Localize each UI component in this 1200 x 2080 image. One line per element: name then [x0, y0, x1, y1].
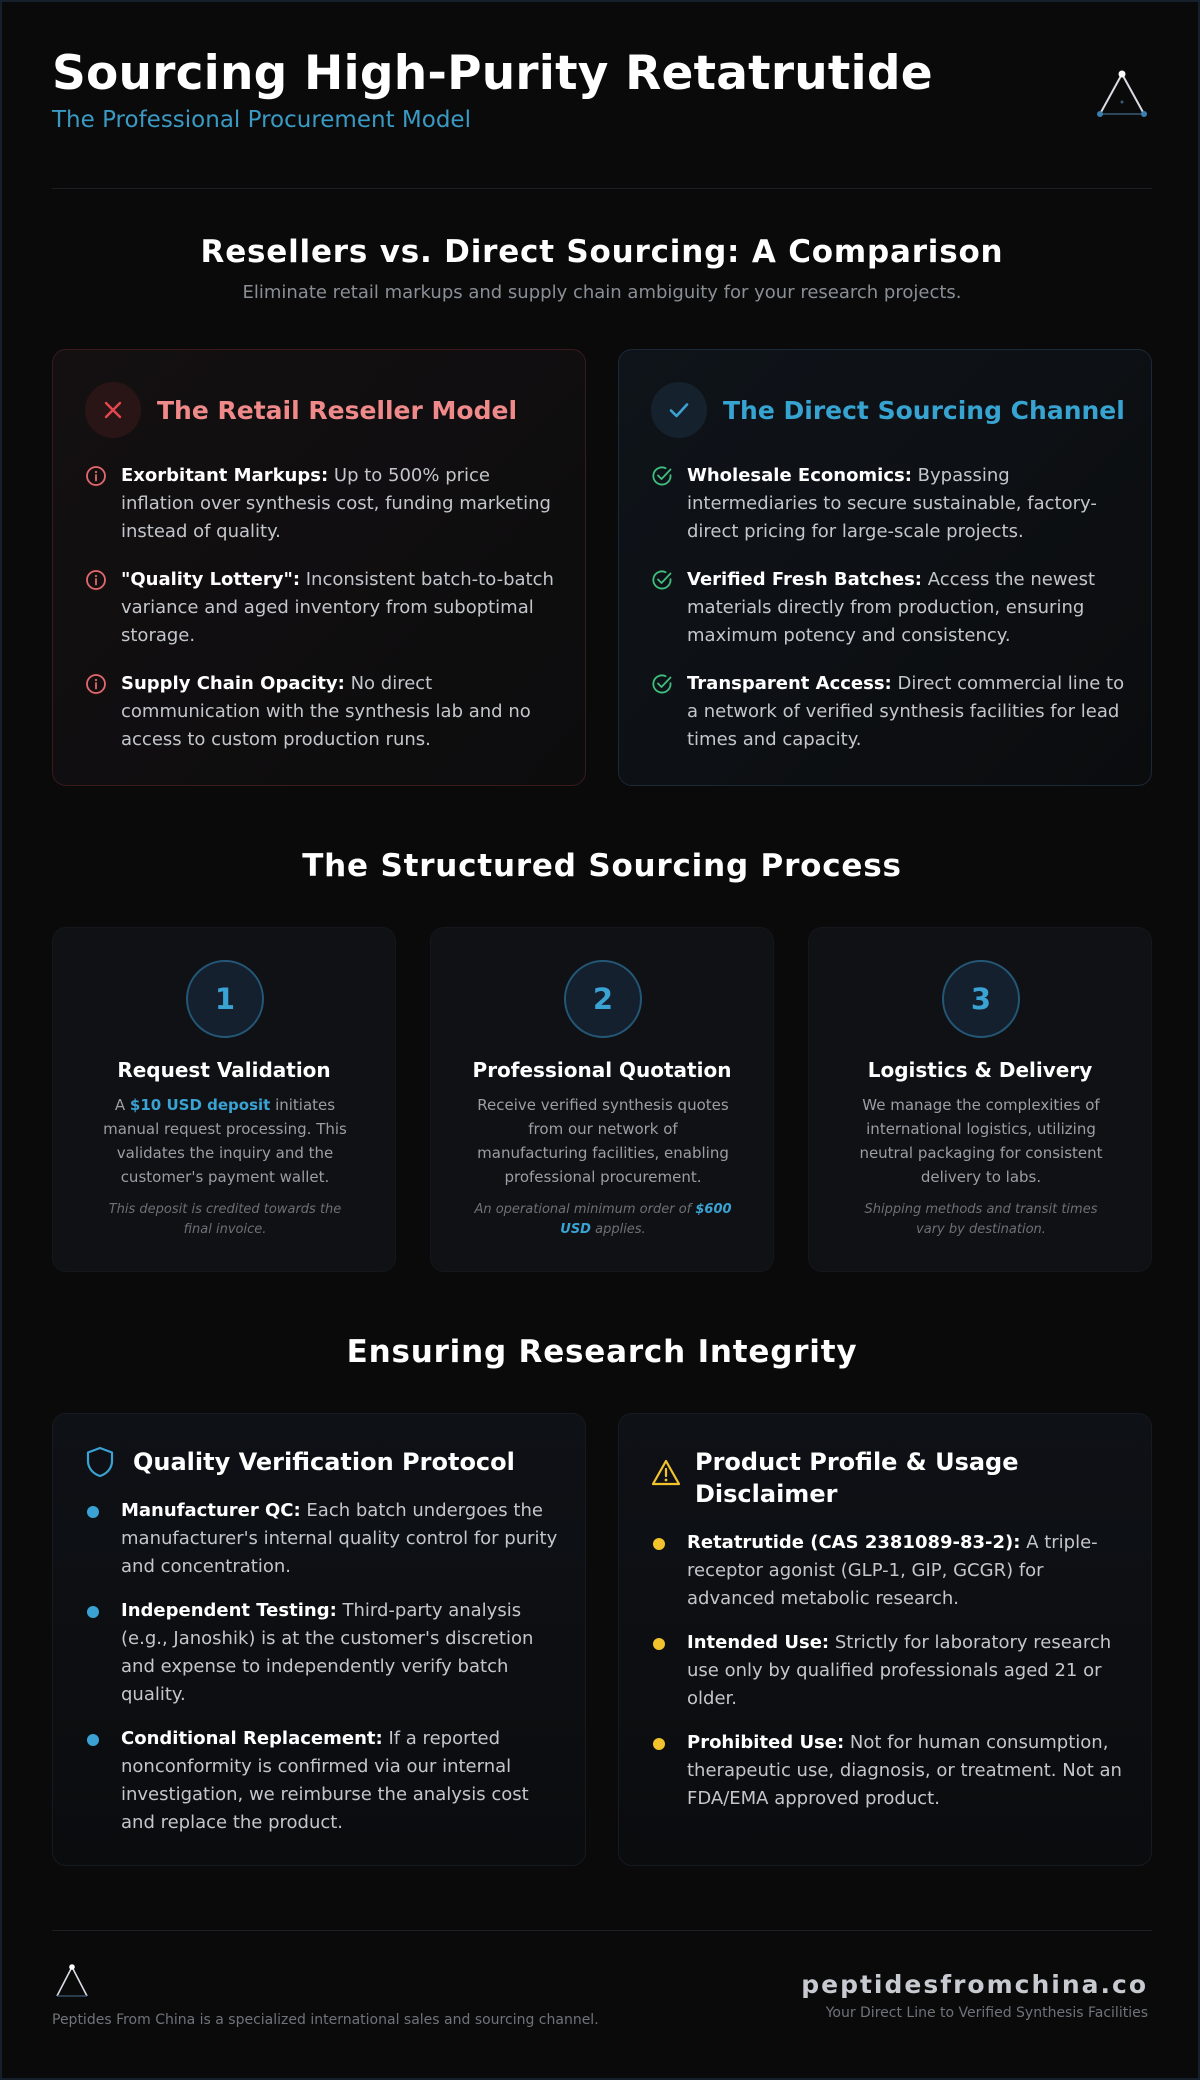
- direct-card-heading: The Direct Sourcing Channel: [723, 395, 1125, 425]
- reseller-item-text: Supply Chain Opacity: No direct communication with the synthesis lab and no access to custom production runs.: [121, 673, 531, 750]
- list-item: [85, 566, 565, 650]
- footer-description: Peptides From China is a specialized international sales and sourcing channel.: [52, 2012, 599, 2028]
- footer-brand-link[interactable]: peptidesfromchina.co: [801, 1970, 1148, 1999]
- bullet-dot: [87, 1734, 99, 1746]
- warning-triangle-icon: [651, 1458, 681, 1488]
- direct-card-header: [651, 382, 1125, 438]
- quality-card-heading: Quality Verification Protocol: [133, 1448, 515, 1476]
- direct-sourcing-card: [618, 349, 1152, 786]
- header-divider: [52, 188, 1152, 189]
- step-title: Professional Quotation: [472, 1058, 732, 1082]
- pyramid-logo-icon: [52, 1962, 92, 2002]
- bullet-dot: [653, 1638, 665, 1650]
- info-circle-icon: [85, 569, 107, 591]
- bullet-dot: [653, 1538, 665, 1550]
- footer-tagline: Your Direct Line to Verified Synthesis Facilities: [825, 2005, 1148, 2021]
- reseller-card-heading: The Retail Reseller Model: [157, 395, 518, 425]
- footer-divider: [52, 1930, 1152, 1931]
- step-description: Receive verified synthesis quotes from our network of manufacturing facilities, enabling professional procurement.: [477, 1096, 729, 1186]
- list-item: [651, 566, 1131, 650]
- list-item: [651, 1729, 1131, 1813]
- step-description: We manage the complexities of international logistics, utilizing neutral packaging for consistent delivery to labs.: [859, 1096, 1103, 1186]
- step-number: 2: [564, 960, 642, 1038]
- quality-item-text: Manufacturer QC: Each batch undergoes the manufacturer's internal quality control for purity and concentration.: [121, 1500, 558, 1577]
- pyramid-logo-icon: [1096, 66, 1148, 122]
- product-disclaimer-card: [618, 1413, 1152, 1866]
- page-subtitle: The Professional Procurement Model: [52, 107, 471, 133]
- disclaimer-item-text: Prohibited Use: Not for human consumption, therapeutic use, diagnosis, or treatment. Not an FDA/EMA approved product.: [687, 1732, 1122, 1809]
- bullet-dot: [653, 1738, 665, 1750]
- reseller-item-text: "Quality Lottery": Inconsistent batch-to-batch variance and aged inventory from suboptimal storage.: [121, 569, 554, 646]
- list-item: [85, 1725, 565, 1837]
- list-item: [85, 462, 565, 546]
- integrity-title: Ensuring Research Integrity: [346, 1334, 858, 1370]
- process-title: The Structured Sourcing Process: [302, 848, 902, 884]
- quality-card-header: [85, 1446, 515, 1478]
- list-item: [85, 1597, 565, 1709]
- reseller-item-text: Exorbitant Markups: Up to 500% price inflation over synthesis cost, funding marketing instead of quality.: [121, 465, 551, 542]
- page-title: Sourcing High-Purity Retatrutide: [52, 46, 933, 101]
- disclaimer-item-text: Intended Use: Strictly for laboratory research use only by qualified professionals aged 21 or older.: [687, 1632, 1112, 1709]
- step-note: An operational minimum order of $600 USD applies.: [474, 1202, 732, 1237]
- checkmark-icon: [651, 382, 707, 438]
- shield-icon: [85, 1446, 115, 1478]
- process-step-card: [430, 927, 774, 1272]
- step-number: 3: [942, 960, 1020, 1038]
- direct-item-text: Transparent Access: Direct commercial line to a network of verified synthesis facilities for lead times and capacity.: [687, 673, 1125, 750]
- reseller-model-card: [52, 349, 586, 786]
- close-icon: [85, 382, 141, 438]
- disclaimer-card-heading: Product Profile & Usage Disclaimer: [695, 1448, 1019, 1508]
- step-note: This deposit is credited towards the final invoice.: [108, 1202, 342, 1237]
- list-item: [651, 1629, 1131, 1713]
- process-step-card: [808, 927, 1152, 1272]
- list-item: [85, 670, 565, 754]
- disclaimer-item-text: Retatrutide (CAS 2381089-83-2): A triple-receptor agonist (GLP-1, GIP, GCGR) for advanced metabolic research.: [687, 1532, 1098, 1609]
- info-circle-icon: [85, 465, 107, 487]
- quality-item-text: Conditional Replacement: If a reported nonconformity is confirmed via our internal investigation, we reimburse the analysis cost and replace the product.: [121, 1728, 529, 1833]
- reseller-card-header: [85, 382, 517, 438]
- bullet-dot: [87, 1606, 99, 1618]
- list-item: [651, 462, 1131, 546]
- step-title: Logistics & Delivery: [867, 1058, 1093, 1082]
- list-item: [85, 1497, 565, 1581]
- comparison-subtitle: Eliminate retail markups and supply chain ambiguity for your research projects.: [242, 282, 962, 303]
- bullet-dot: [87, 1506, 99, 1518]
- info-circle-icon: [85, 673, 107, 695]
- direct-item-text: Verified Fresh Batches: Access the newest materials directly from production, ensuring maximum potency and consistency.: [687, 569, 1096, 646]
- step-description: A $10 USD deposit initiates manual request processing. This validates the inquiry and the customer's payment wallet.: [103, 1096, 347, 1186]
- list-item: [651, 1529, 1131, 1613]
- process-step-card: [52, 927, 396, 1272]
- step-title: Request Validation: [117, 1058, 331, 1082]
- step-number: 1: [186, 960, 264, 1038]
- page-header: [52, 46, 1152, 156]
- disclaimer-card-header: [651, 1446, 1019, 1510]
- comparison-title: Resellers vs. Direct Sourcing: A Comparison: [200, 234, 1004, 270]
- direct-item-text: Wholesale Economics: Bypassing intermediaries to secure sustainable, factory-direct pricing for large-scale projects.: [687, 465, 1097, 542]
- quality-item-text: Independent Testing: Third-party analysis (e.g., Janoshik) is at the customer's discretion and expense to independently verify batch quality.: [121, 1600, 534, 1705]
- quality-protocol-card: [52, 1413, 586, 1866]
- list-item: [651, 670, 1131, 754]
- check-circle-icon: [651, 673, 673, 695]
- check-circle-icon: [651, 465, 673, 487]
- check-circle-icon: [651, 569, 673, 591]
- step-note: Shipping methods and transit times vary by destination.: [864, 1202, 1098, 1237]
